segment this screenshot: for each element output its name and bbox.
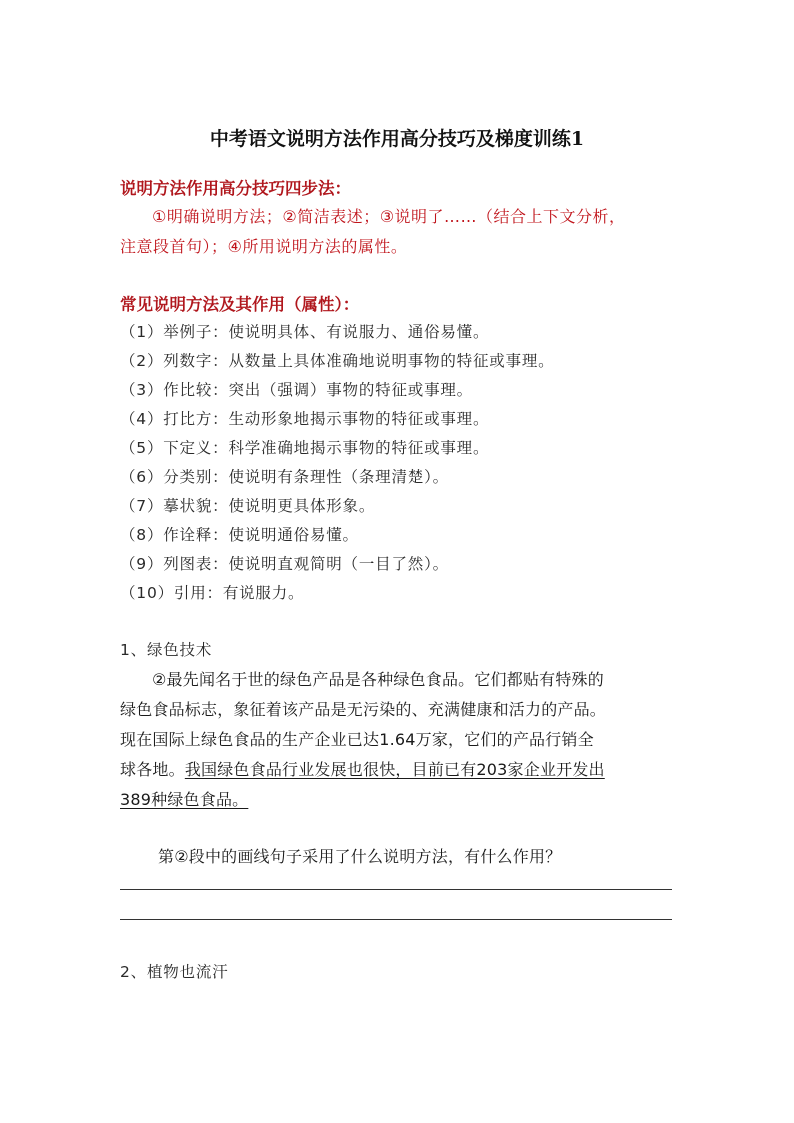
- list-item: （9）列图表：使说明直观简明（一目了然）。: [120, 555, 449, 573]
- exercise1-paragraph-line: ②最先闻名于世的绿色产品是各种绿色食品。它们都贴有特殊的: [152, 670, 604, 689]
- exercise2-heading: 2、植物也流汗: [120, 963, 229, 981]
- exercise1-underlined-sentence: 389种绿色食品。: [120, 790, 249, 809]
- answer-line: [120, 889, 672, 890]
- list-item: （4）打比方：生动形象地揭示事物的特征或事理。: [120, 410, 490, 428]
- exercise1-paragraph-line: 现在国际上绿色食品的生产企业已达1.64万家，它们的产品行销全: [120, 730, 594, 749]
- exercise1-plain-text: 球各地。: [120, 760, 185, 779]
- list-item: （8）作诠释：使说明通俗易懂。: [120, 526, 359, 544]
- section1-line1: ①明确说明方法；②简洁表述；③说明了……（结合上下文分析，: [152, 207, 626, 226]
- list-item: （3）作比较：突出（强调）事物的特征或事理。: [120, 381, 473, 399]
- list-item: （6）分类别：使说明有条理性（条理清楚）。: [120, 468, 449, 486]
- section1-heading: 说明方法作用高分技巧四步法：: [120, 179, 351, 198]
- exercise1-paragraph-line: [120, 757, 605, 780]
- answer-line: [120, 919, 672, 920]
- exercise1-underlined-sentence: 我国绿色食品行业发展也很快，目前已有203家企业开发出: [184, 760, 605, 779]
- page-title: 中考语文说明方法作用高分技巧及梯度训练1: [209, 128, 585, 150]
- list-item: （5）下定义：科学准确地揭示事物的特征或事理。: [120, 439, 490, 457]
- list-item: （10）引用：有说服力。: [120, 584, 305, 602]
- list-item: （2）列数字：从数量上具体准确地说明事物的特征或事理。: [120, 352, 555, 370]
- section2-heading: 常见说明方法及其作用（属性）：: [120, 295, 360, 314]
- exercise1-paragraph-line: 绿色食品标志，象征着该产品是无污染的、充满健康和活力的产品。: [120, 700, 607, 719]
- section1-line2: 注意段首句）；④所用说明方法的属性。: [120, 237, 408, 256]
- list-item: （7）摹状貌：使说明更具体形象。: [120, 497, 376, 515]
- list-item: （1）举例子：使说明具体、有说服力、通俗易懂。: [120, 323, 490, 341]
- exercise1-heading: 1、绿色技术: [120, 641, 213, 659]
- exercise1-question: 第②段中的画线句子采用了什么说明方法，有什么作用？: [158, 847, 562, 866]
